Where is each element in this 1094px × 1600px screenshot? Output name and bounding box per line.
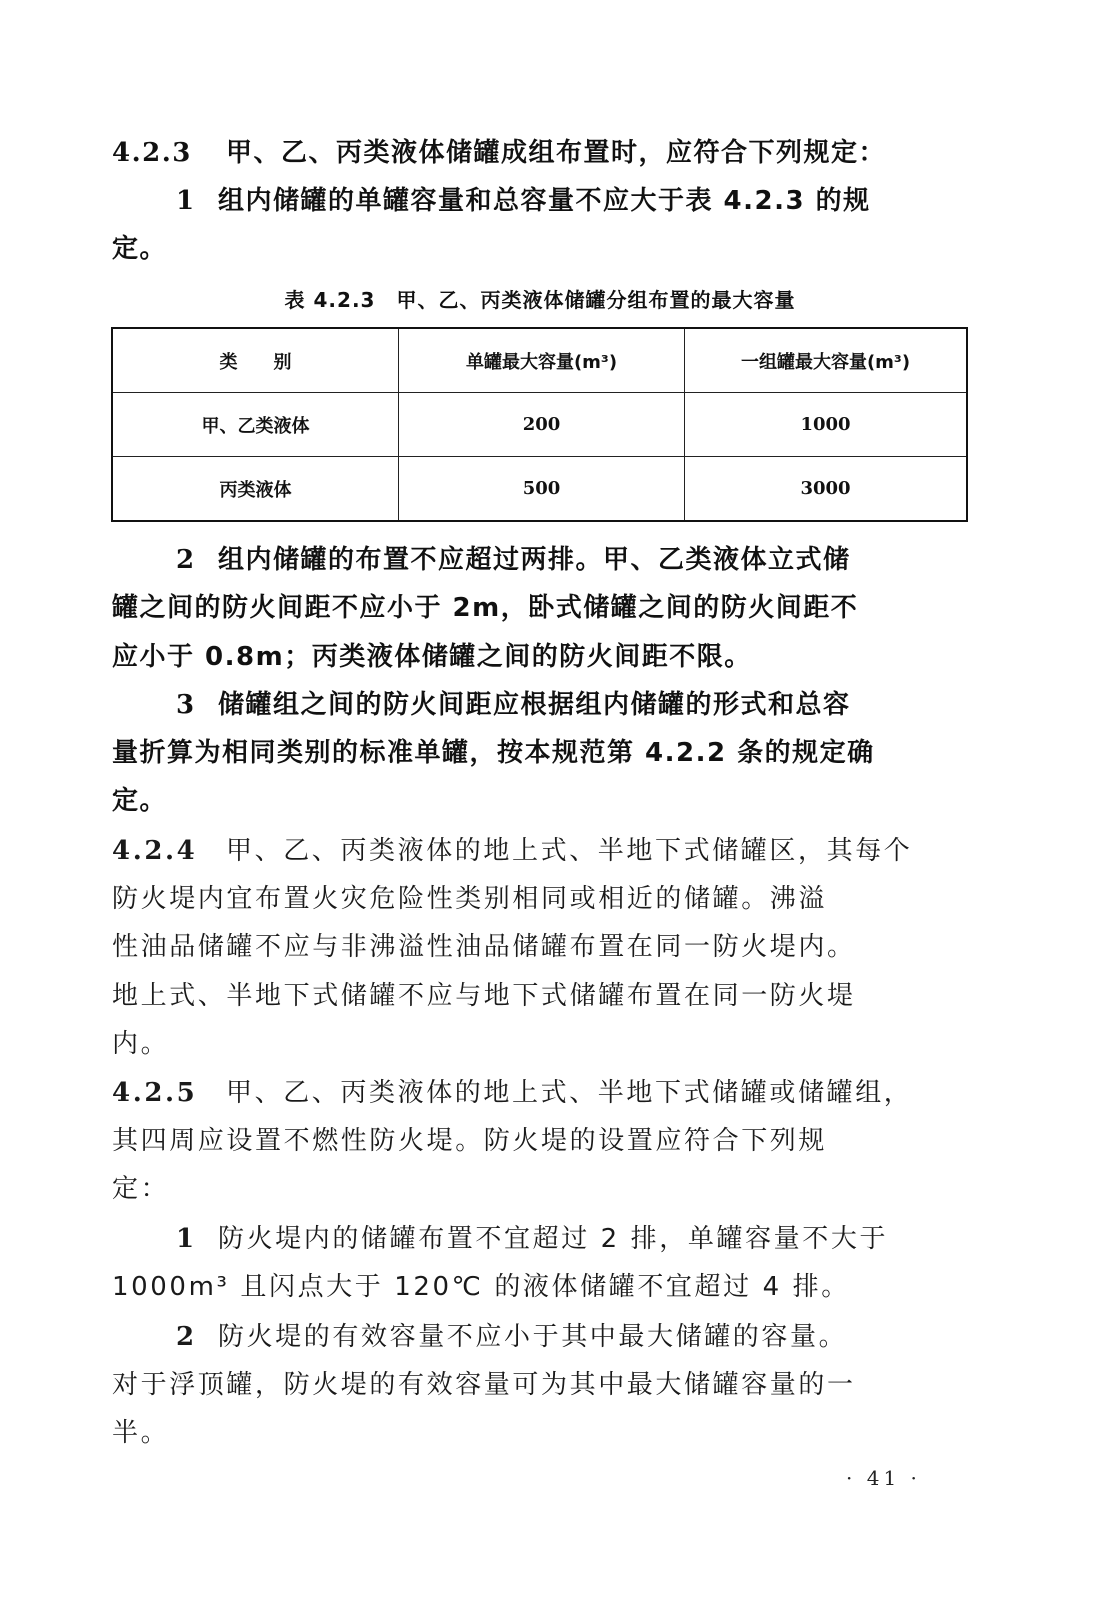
- clause-item-2: [112, 545, 1032, 575]
- section-4-2-5-line3: 定：: [112, 1174, 170, 1204]
- section-number: 4.2.3: [112, 138, 192, 168]
- clause-item-3: [112, 690, 1032, 720]
- section-4-2-4-line3: 性油品储罐不应与非沸溢性油品储罐布置在同一防火堤内。: [112, 932, 856, 962]
- table-row: [112, 457, 967, 522]
- item-number: 2: [176, 545, 196, 575]
- column-header-single-tank-max: 单罐最大容量(m³): [399, 328, 685, 393]
- table-cell-single-tank: 500: [399, 457, 685, 522]
- clause-item-3-line2: 量折算为相同类别的标准单罐，按本规范第 4.2.2 条的规定确: [112, 738, 875, 768]
- section-4-2-4-line5: 内。: [112, 1029, 170, 1059]
- item-number: 3: [176, 690, 196, 720]
- item-number: 1: [176, 186, 196, 216]
- table-cell-category: 甲、乙类液体: [112, 393, 399, 457]
- section-text: 甲、乙、丙类液体的地上式、半地下式储罐区，其每个: [226, 836, 913, 866]
- table-cell-group: 1000: [685, 393, 968, 457]
- clause-item-2-line2: 罐之间的防火间距不应小于 2m，卧式储罐之间的防火间距不: [112, 593, 859, 623]
- section-number: 4.2.5: [112, 1078, 198, 1108]
- section-4-2-5-line2: 其四周应设置不燃性防火堤。防火堤的设置应符合下列规: [112, 1126, 828, 1156]
- table-cell-single-tank: 200: [399, 393, 685, 457]
- section-number: 4.2.4: [112, 836, 198, 866]
- page-number: · 41 ·: [846, 1466, 921, 1490]
- item-text: 防火堤的有效容量不应小于其中最大储罐的容量。: [218, 1322, 848, 1352]
- table-caption: 表 4.2.3 甲、乙、丙类液体储罐分组布置的最大容量: [284, 288, 796, 312]
- column-header-category: 类 别: [112, 328, 399, 393]
- clause-item-1: [112, 186, 1032, 216]
- item-text: 组内储罐的单罐容量和总容量不应大于表 4.2.3 的规: [218, 186, 871, 216]
- section-4-2-4-line4: 地上式、半地下式储罐不应与地下式储罐布置在同一防火堤: [112, 981, 856, 1011]
- clause-item-1-continued: 定。: [112, 234, 168, 264]
- table-cell-group: 3000: [685, 457, 968, 522]
- clause-4-2-5-item-1-line2: 1000m³ 且闪点大于 120℃ 的液体储罐不宜超过 4 排。: [112, 1272, 850, 1302]
- capacity-table: [111, 327, 968, 522]
- column-header-group-max: 一组罐最大容量(m³): [685, 328, 968, 393]
- table-row: [112, 393, 967, 457]
- item-text: 组内储罐的布置不应超过两排。甲、乙类液体立式储: [218, 545, 851, 575]
- item-number: 1: [176, 1224, 197, 1254]
- clause-4-2-5-item-1: [112, 1224, 1032, 1254]
- table-cell-category: 丙类液体: [112, 457, 399, 522]
- table-header-row: [112, 328, 967, 393]
- section-4-2-3-heading: [112, 138, 968, 168]
- clause-item-2-line3: 应小于 0.8m；丙类液体储罐之间的防火间距不限。: [112, 642, 752, 672]
- item-number: 2: [176, 1322, 197, 1352]
- clause-4-2-5-item-2-line2: 对于浮顶罐，防火堤的有效容量可为其中最大储罐容量的一: [112, 1370, 856, 1400]
- clause-4-2-5-item-2: [112, 1322, 1032, 1352]
- clause-item-3-line3: 定。: [112, 786, 168, 816]
- item-text: 防火堤内的储罐布置不宜超过 2 排，单罐容量不大于: [218, 1224, 889, 1254]
- section-4-2-5-heading: [112, 1078, 968, 1108]
- section-text: 甲、乙、丙类液体的地上式、半地下式储罐或储罐组，: [226, 1078, 913, 1108]
- section-4-2-4-heading: [112, 836, 968, 866]
- clause-4-2-5-item-2-line3: 半。: [112, 1418, 170, 1448]
- item-text: 储罐组之间的防火间距应根据组内储罐的形式和总容: [218, 690, 851, 720]
- section-title: 甲、乙、丙类液体储罐成组布置时，应符合下列规定：: [226, 138, 887, 168]
- section-4-2-4-line2: 防火堤内宜布置火灾危险性类别相同或相近的储罐。沸溢: [112, 884, 828, 914]
